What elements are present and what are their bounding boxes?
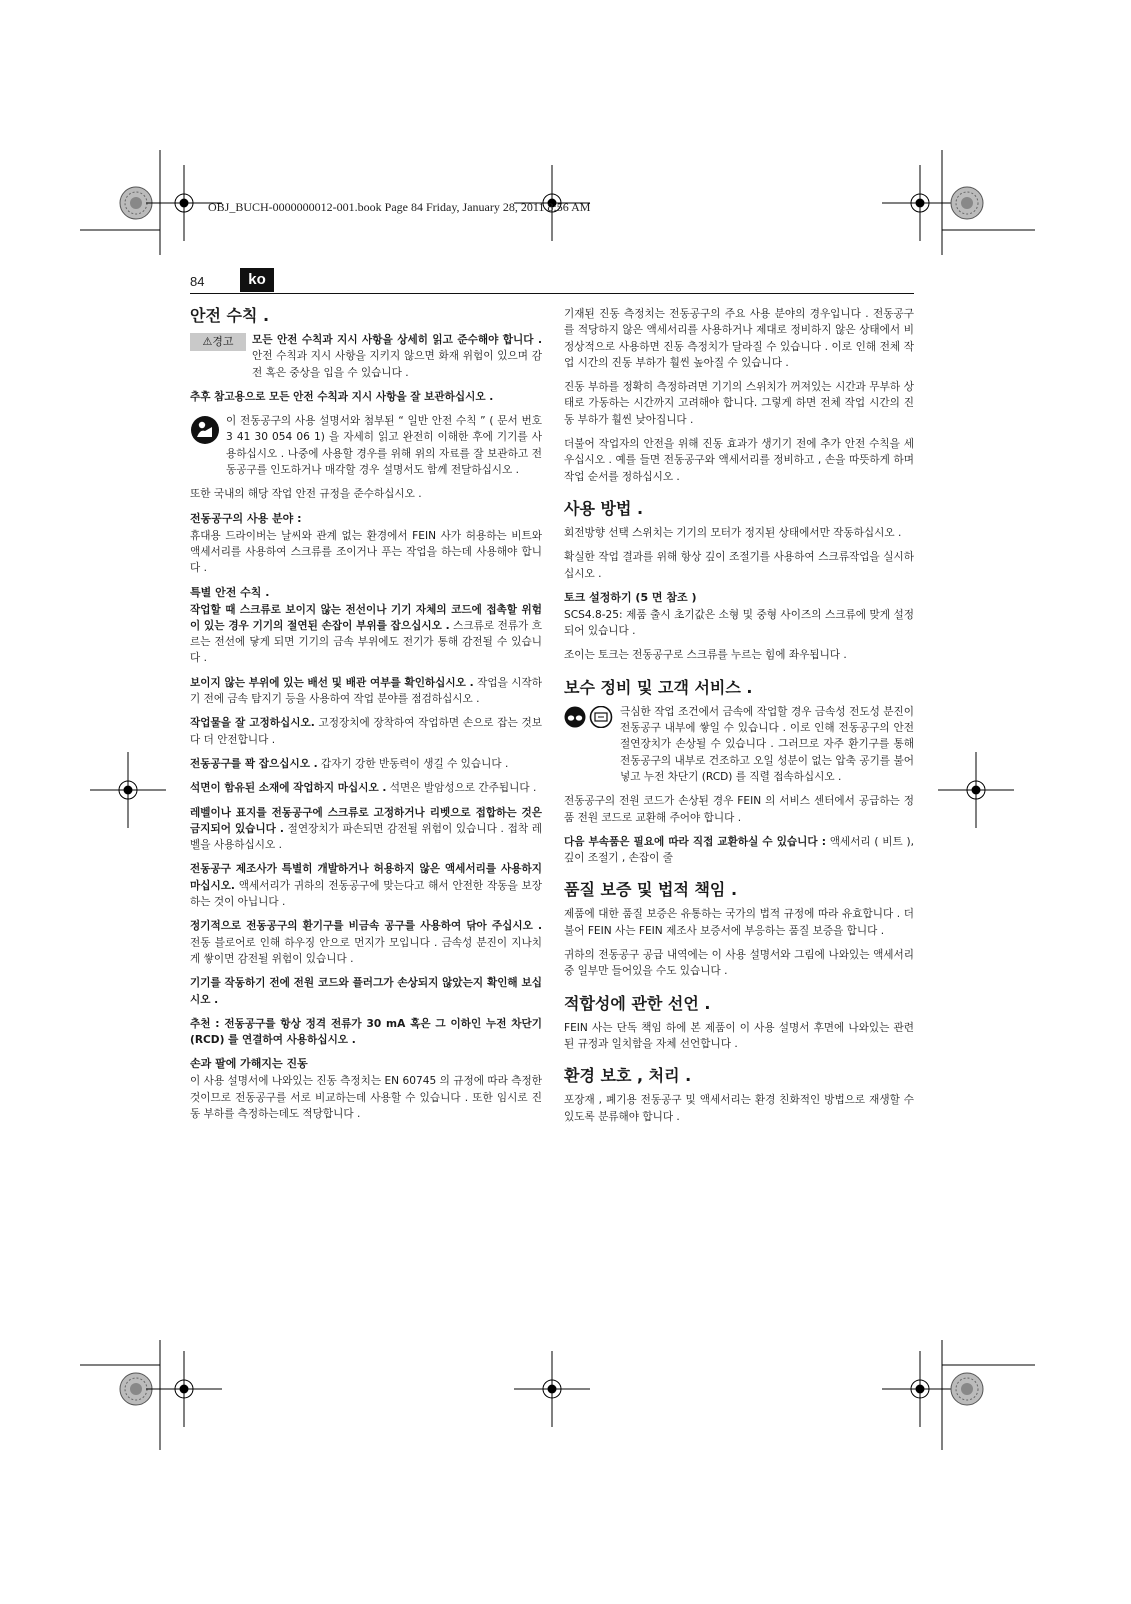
manual-block — [190, 413, 542, 478]
usage-paragraph-2: 확실한 작업 결과를 위해 항상 깊이 조절기를 사용하여 스크류작업을 실시하십시오 . — [564, 551, 914, 580]
safety-item-8 — [190, 918, 542, 967]
safety-item-4-bold: 전동공구를 꽉 잡으십시오 . — [190, 757, 318, 770]
safety-item-6 — [190, 805, 542, 854]
safety-item-10: 추천 : 전동공구를 항상 정격 전류가 30 mA 혹은 그 이하인 누전 차단기 (RCD) 를 연결하여 사용하십시오 . — [190, 1017, 542, 1047]
safety-item-1-bold: 작업할 때 스크류로 보이지 않는 전선이나 기기 자체의 코드에 접촉할 위험이 있는 경우 기기의 절연된 손잡이 부위를 잡으십시오 . — [190, 603, 542, 632]
usage-paragraph-1: 회전방향 선택 스위치는 기기의 모터가 정지된 상태에서만 작동하십시오 . — [564, 526, 902, 539]
safety-item-5-text: 석면은 발암성으로 간주됩니다 . — [386, 782, 537, 795]
maintenance-block — [564, 704, 914, 785]
torque-paragraph-2: 조이는 토크는 전동공구로 스크류를 누르는 힘에 좌우됩니다 . — [564, 649, 847, 662]
warning-text: 안전 수칙과 지시 사항을 지키지 않으면 화재 위험이 있으며 감전 혹은 중상을 입을 수 있습니다 . — [252, 350, 542, 379]
maintenance-paragraph-3 — [564, 834, 914, 867]
safety-item-3-bold: 작업물을 잘 고정하십시오. — [190, 717, 315, 730]
service-icon — [589, 706, 613, 733]
environment-paragraph: 포장재 , 폐기용 전동공구 및 액세서리는 환경 친화적인 방법으로 재생할 수 있도록 분류해야 합니다 . — [564, 1094, 914, 1123]
safety-item-4 — [190, 756, 542, 772]
section-title-safety: 안전 수칙 . — [190, 306, 270, 325]
safety-item-4-text: 갑자기 강한 반동력이 생길 수 있습니다 . — [317, 757, 509, 770]
section-title-environment: 환경 보호 , 처리 . — [564, 1066, 692, 1086]
safety-item-1-text: 스크류로 전류가 흐르는 전선에 닿게 되면 기기의 금속 부위에도 전기가 통해 감전될 수 있습니다 . — [190, 619, 542, 665]
maintenance-paragraph-3-bold: 다음 부속품은 필요에 따라 직접 교환하실 수 있습니다 : — [564, 835, 826, 848]
maintenance-paragraph-1: 극심한 작업 조건에서 금속에 작업할 경우 금속성 전도성 분진이 전동공구 내부에 쌓일 수 있습니다 . 이로 인해 전동공구의 안전 절연장치가 손상될 수 있습니다 . 그러므로 자주 환기구를 통해 전동공구의 내부로 건조하고 오일 성분이 없는 압축 공기를 불어 넣고 누전 차단기 (RCD) 를 직렬 접속하십시오 . — [620, 705, 914, 783]
section-title-maintenance: 보수 정비 및 고객 서비스 . — [564, 677, 753, 697]
eye-protection-icon — [564, 706, 586, 733]
use-text: 휴대용 드라이버는 날씨와 관계 없는 환경에서 FEIN 사가 허용하는 비트와 액세서리를 사용하여 스크류를 조이거나 푸는 작업을 하는데 사용해야 합니다 . — [190, 529, 542, 575]
warranty-paragraph-1: 제품에 대한 품질 보증은 유통하는 국가의 법적 규정에 따라 유효합니다 . 더불어 FEIN 사는 FEIN 제조사 보증서에 부응하는 품질 보증을 합니다 . — [564, 908, 914, 937]
safety-item-5 — [190, 780, 542, 796]
safety-item-2-bold: 보이지 않는 부위에 있는 배선 및 배관 여부를 확인하십시오 . — [190, 676, 474, 689]
left-column — [190, 306, 542, 1130]
warning-paragraph — [252, 332, 542, 381]
safety-item-9: 기기를 작동하기 전에 전원 코드와 플러그가 손상되지 않았는지 확인해 보십시오 . — [190, 977, 542, 1006]
section-title-warranty: 품질 보증 및 법적 책임 . — [564, 880, 738, 900]
safety-item-8-text: 전동 블로어로 인해 하우징 안으로 먼지가 모입니다 . 금속성 분진이 지나치게 쌓이면 감전될 위험이 있습니다 . — [190, 936, 542, 965]
warning-block — [190, 332, 542, 381]
vibration-heading: 손과 팔에 가해지는 진동 — [190, 1057, 308, 1071]
maintenance-paragraph-3-text: 액세서리 ( 비트 ), 깊이 조절기 , 손잡이 줄 — [564, 835, 914, 865]
safety-item-2 — [190, 675, 542, 708]
warning-badge: ⚠경고 — [190, 333, 246, 351]
national-rules-text: 또한 국내의 해당 작업 안전 규정을 준수하십시오 . — [190, 488, 422, 501]
safety-item-5-bold: 석면이 함유된 소재에 작업하지 마십시오 . — [190, 782, 387, 795]
keep-instructions: 추후 참고용으로 모든 안전 수칙과 지시 사항을 잘 보관하십시오 . — [190, 390, 494, 403]
safety-item-1 — [190, 602, 542, 667]
safety-item-8-bold: 정기적으로 전동공구의 환기구를 비금속 공구를 사용하여 닦아 주십시오 . — [190, 920, 542, 933]
page-number: 84 — [190, 274, 205, 289]
safety-item-7-text: 액세서리가 귀하의 전동공구에 맞는다고 해서 안전한 작동을 보장하는 것이 아닙니다 . — [190, 879, 542, 909]
safety-item-7-bold: 전동공구 제조사가 특별히 개발하거나 허용하지 않은 액세서리를 사용하지 마십시오. — [190, 863, 542, 892]
special-safety-heading: 특별 안전 수칙 . — [190, 585, 270, 599]
section-title-conformity: 적합성에 관한 선언 . — [564, 993, 711, 1013]
use-heading: 전동공구의 사용 분야 : — [190, 511, 302, 525]
warranty-paragraph-2: 귀하의 전동공구 공급 내역에는 이 사용 설명서와 그림에 나와있는 액세서리 중 일부만 들어있을 수도 있습니다 . — [564, 949, 914, 978]
safety-item-6-text: 절연장치가 파손되면 감전될 위험이 있습니다 . 접착 레벨을 사용하십시오 . — [190, 822, 542, 852]
torque-paragraph-1: SCS4.8-25: 제품 출시 초기값은 소형 및 중형 사이즈의 스크류에 맞게 설정되어 있습니다 . — [564, 608, 914, 638]
vibration-paragraph-2: 진동 부하를 정확히 측정하려면 기기의 스위치가 꺼져있는 시간과 무부하 상태로 가동하는 시간까지 고려해야 합니다. 그렇게 하면 전체 작업 시간의 진동 부하가 훨씬 낮아집니다 . — [564, 381, 914, 426]
book-info-line: OBJ_BUCH-0000000012-001.book Page 84 Friday, January 28, 2011 8:56 AM — [208, 200, 591, 214]
safety-item-6-bold: 레벨이나 표지를 전동공구에 스크류로 고정하거나 리벳으로 접합하는 것은 금지되어 있습니다 . — [190, 806, 542, 835]
header-rule — [190, 293, 914, 294]
safety-item-2-text: 작업을 시작하기 전에 금속 탐지기 등을 사용하여 작업 분야를 점검하십시오 . — [190, 676, 542, 706]
vibration-paragraph-3: 더불어 작업자의 안전을 위해 진동 효과가 생기기 전에 추가 안전 수칙을 세우십시오 . 예를 들면 전동공구와 액세서리를 정비하고 , 손을 따뜻하게 하며 작업 순서를 정하십시오 . — [564, 438, 914, 483]
conformity-paragraph: FEIN 사는 단독 책임 하에 본 제품이 이 사용 설명서 후면에 나와있는 관련된 규정과 일치함을 자체 선언합니다 . — [564, 1021, 914, 1050]
torque-heading: 토크 설정하기 (5 면 참조 ) — [564, 590, 697, 604]
read-manual-icon — [190, 415, 220, 450]
vibration-text: 이 사용 설명서에 나와있는 진동 측정치는 EN 60745 의 규정에 따라 측정한 것이므로 전동공구를 서로 비교하는데 사용할 수 있습니다 . 또한 임시로 진동 부하를 측정하는데도 적당합니다 . — [190, 1075, 542, 1120]
safety-item-3 — [190, 715, 542, 748]
vibration-paragraph-1: 기재된 진동 측정치는 전동공구의 주요 사용 분야의 경우입니다 . 전동공구를 적당하지 않은 액세서리를 사용하거나 제대로 정비하지 않은 상태에서 비정상적으로 사용하면 진동 측정치가 달라질 수 있습니다 . 이로 인해 전체 작업 시간의 진동 부하가 훨씬 높아질 수 있습니다 . — [564, 308, 914, 369]
right-column — [564, 306, 914, 1133]
section-title-usage: 사용 방법 . — [564, 498, 644, 518]
warning-bold: 모든 안전 수칙과 지시 사항을 상세히 읽고 준수해야 합니다 . — [252, 334, 542, 346]
language-tag: ko — [240, 268, 274, 292]
safety-item-3-text: 고정장치에 장착하여 작업하면 손으로 잡는 것보다 더 안전합니다 . — [190, 717, 542, 746]
manual-text: 이 전동공구의 사용 설명서와 첨부된 “ 일반 안전 수칙 ” ( 문서 번호 3 41 30 054 06 1) 을 자세히 읽고 완전히 이해한 후에 기기를 사용하십시오 . 나중에 사용할 경우를 위해 위의 자료를 잘 보관하고 전동공구를 인도하거나 매각할 경우 설명서도 함께 전달하십시오 . — [226, 415, 542, 477]
safety-item-7 — [190, 861, 542, 910]
maintenance-paragraph-2: 전동공구의 전원 코드가 손상된 경우 FEIN 의 서비스 센터에서 공급하는 정품 전원 코드로 교환해 주어야 합니다 . — [564, 795, 914, 824]
